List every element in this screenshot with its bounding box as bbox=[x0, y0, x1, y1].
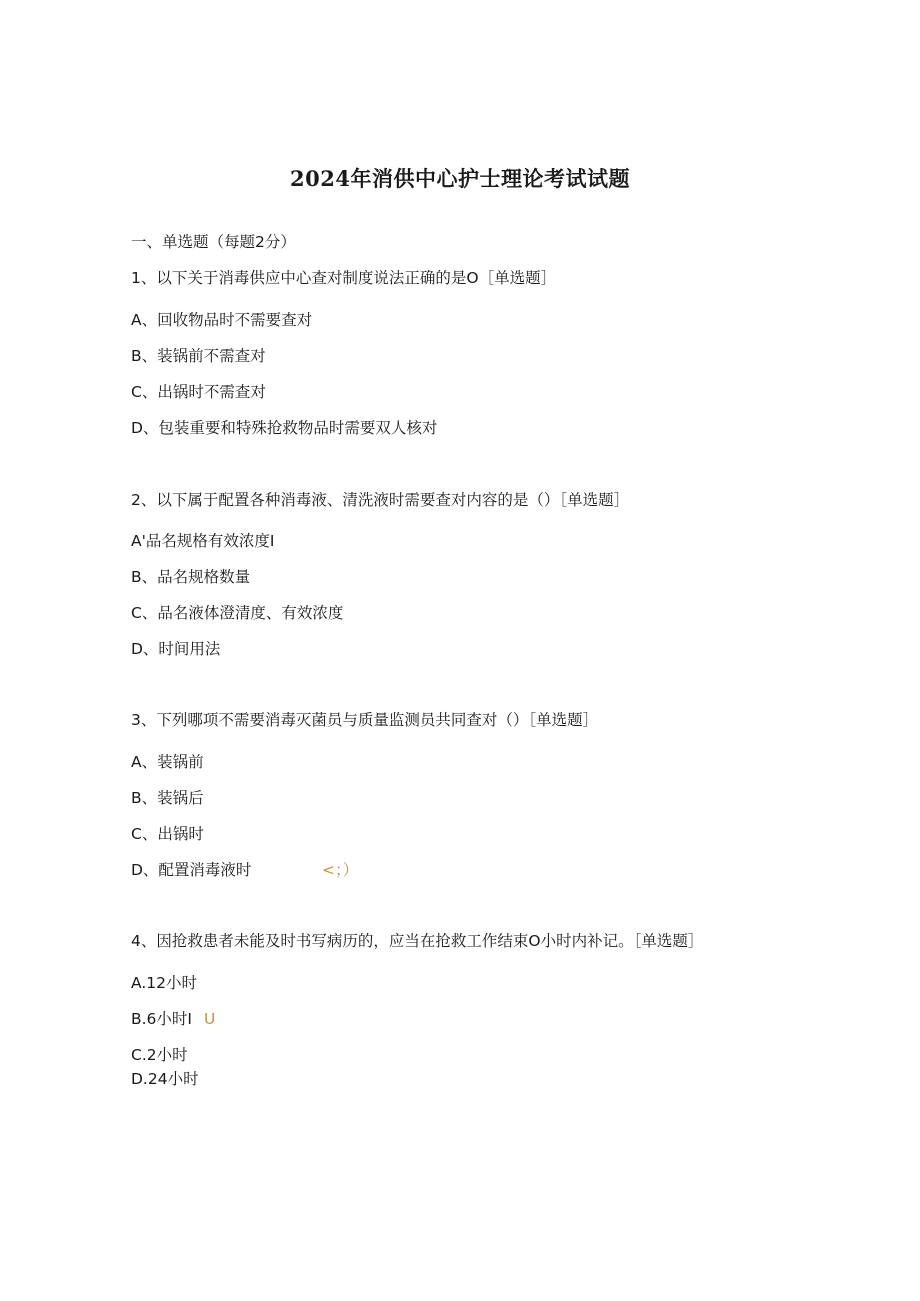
question-2-option-b: B、品名规格数量 bbox=[131, 568, 251, 586]
question-3-stem: 3、下列哪项不需要消毒灭菌员与质量监测员共同查对（）［单选题］ bbox=[131, 711, 599, 729]
question-3-option-a: A、装锅前 bbox=[131, 753, 204, 771]
question-1-stem: 1、以下关于消毒供应中心查对制度说法正确的是O［单选题］ bbox=[131, 269, 557, 287]
question-1-option-b: B、装锅前不需查对 bbox=[131, 347, 266, 365]
question-1-option-c: C、出锅时不需查对 bbox=[131, 383, 266, 401]
question-4-option-d: D.24小时 bbox=[131, 1070, 199, 1088]
question-4-option-c: C.2小时 bbox=[131, 1046, 188, 1064]
question-4-option-b: B.6小时I bbox=[131, 1010, 192, 1028]
handwritten-mark-2: U bbox=[204, 1010, 216, 1028]
question-3-option-d: D、配置消毒液时 bbox=[131, 861, 252, 879]
document-title: 2024年消供中心护士理论考试试题 bbox=[290, 166, 630, 191]
question-4-option-a: A.12小时 bbox=[131, 974, 197, 992]
question-2-option-d: D、时间用法 bbox=[131, 640, 221, 658]
question-2-option-a: A'品名规格有效浓度I bbox=[131, 532, 275, 550]
question-3-option-c: C、出锅时 bbox=[131, 825, 204, 843]
question-1-option-a: A、回收物品时不需要查对 bbox=[131, 311, 313, 329]
question-1-option-d: D、包装重要和特殊抢救物品时需要双人核对 bbox=[131, 419, 438, 437]
handwritten-mark: <；） bbox=[322, 861, 359, 879]
question-3-option-b: B、装锅后 bbox=[131, 789, 204, 807]
question-4-stem: 4、因抢救患者未能及时书写病历的，应当在抢救工作结束O小时内补记。［单选题］ bbox=[131, 932, 704, 950]
section-header: 一、单选题（每题2分） bbox=[131, 233, 296, 251]
question-2-stem: 2、以下属于配置各种消毒液、清洗液时需要查对内容的是（）［单选题］ bbox=[131, 491, 630, 509]
question-2-option-c: C、品名液体澄清度、有效浓度 bbox=[131, 604, 344, 622]
